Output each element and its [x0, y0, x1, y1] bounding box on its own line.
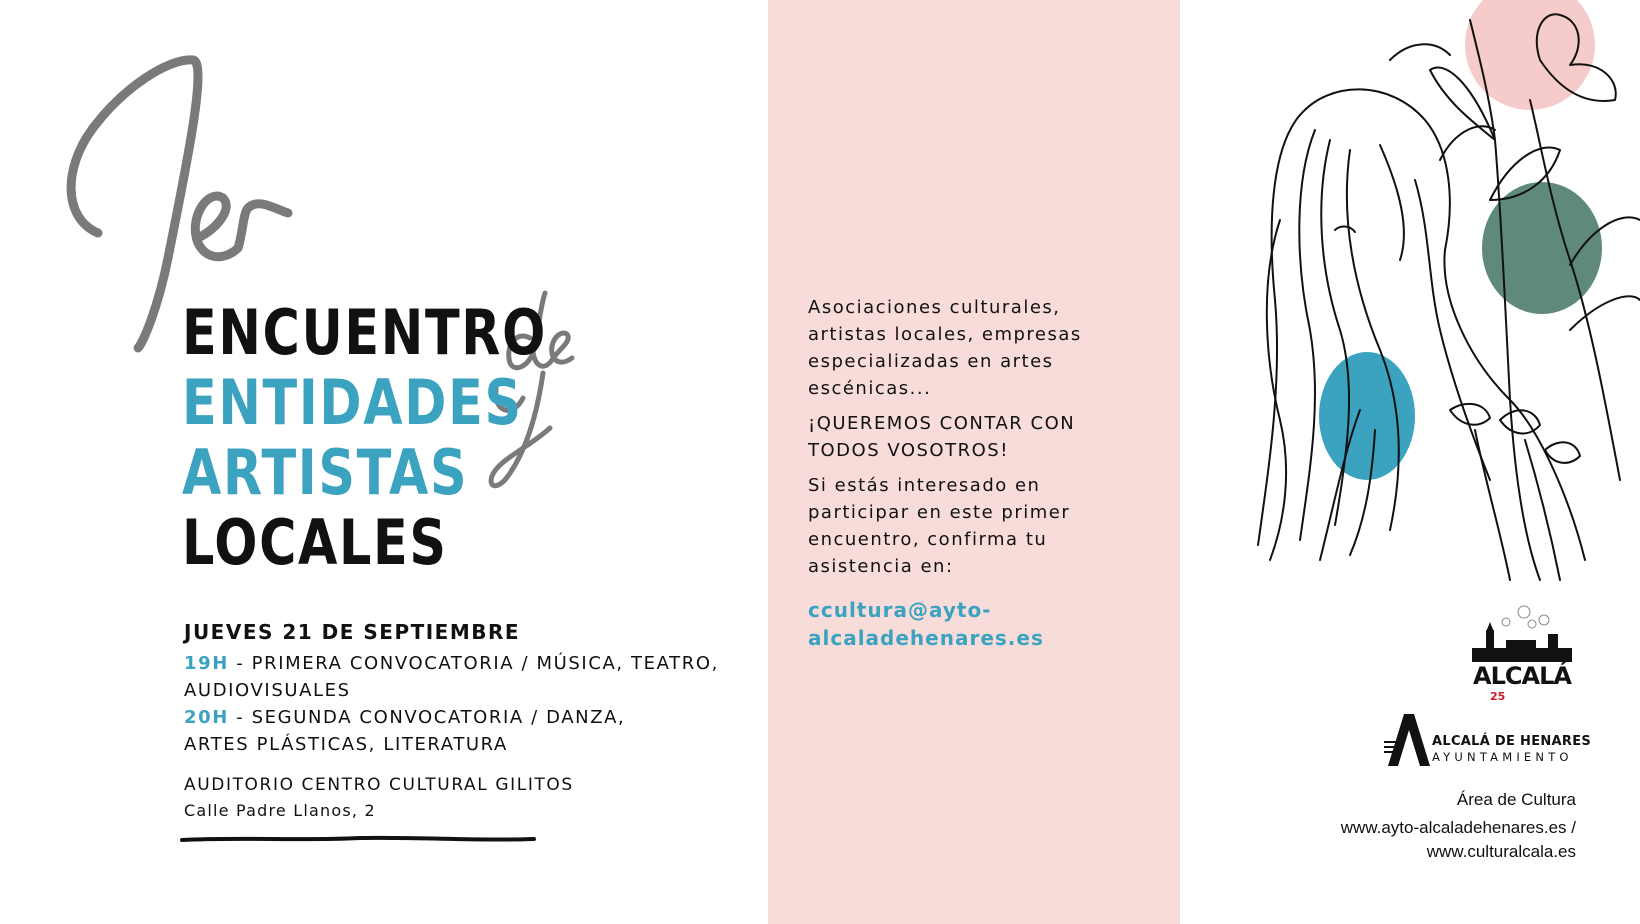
session-first: [184, 650, 719, 704]
invitation-intro: Asociaciones culturales, artistas locales, empresas especializadas en artes escénicas...: [808, 297, 1082, 399]
invitation-confirm: Si estás interesado en participar en este primer encuentro, confirma tu asistencia en:: [808, 475, 1071, 577]
headline-entidades: ENTIDADES: [182, 366, 523, 439]
woman-flowers-illustration: [1240, 0, 1640, 600]
session-time: 19H: [184, 653, 229, 674]
anniversary-number: 25: [1490, 690, 1506, 703]
session-text: - PRIMERA CONVOCATORIA / MÚSICA, TEATRO,: [228, 653, 719, 674]
ayuntamiento-logo: [1384, 712, 1592, 768]
city-skyline-icon: [1466, 600, 1578, 712]
session-text-cont: ARTES PLÁSTICAS, LITERATURA: [184, 734, 508, 755]
ayuntamiento-a-icon: [1384, 712, 1432, 768]
email-part-1: ccultura@ayto-: [808, 598, 992, 622]
website-link-ayto[interactable]: www.ayto-alcaladehenares.es /: [1340, 818, 1576, 837]
contact-email[interactable]: [808, 596, 1108, 652]
invitation-call: ¡QUEREMOS CONTAR CON TODOS VOSOTROS!: [808, 413, 1076, 461]
session-text-cont: AUDIOVISUALES: [184, 680, 351, 701]
brush-underline: [180, 834, 536, 844]
venue-address: Calle Padre Llanos, 2: [184, 801, 376, 820]
event-date: JUEVES 21 DE SEPTIEMBRE: [184, 620, 521, 644]
headline-encuentro: ENCUENTRO: [182, 296, 547, 369]
session-time: 20H: [184, 707, 229, 728]
website-link-culturalcala[interactable]: www.culturalcala.es: [1426, 842, 1576, 861]
alcala-25-anniversary-logo: [1466, 600, 1578, 712]
session-text: - SEGUNDA CONVOCATORIA / DANZA,: [228, 707, 626, 728]
ayuntamiento-subtitle: AYUNTAMIENTO: [1432, 750, 1573, 764]
session-second: [184, 704, 625, 758]
area-cultura-label: Área de Cultura: [1456, 790, 1576, 809]
ayuntamiento-name: ALCALÁ DE HENARES: [1432, 734, 1592, 749]
headline-artistas: ARTISTAS: [182, 436, 469, 509]
venue-name: AUDITORIO CENTRO CULTURAL GILITOS: [184, 775, 574, 795]
headline-locales: LOCALES: [182, 506, 448, 579]
anniversary-wordmark: ALCALÁ: [1473, 662, 1571, 690]
email-part-2: alcaladehenares.es: [808, 626, 1044, 650]
blue-circle: [1319, 352, 1415, 480]
